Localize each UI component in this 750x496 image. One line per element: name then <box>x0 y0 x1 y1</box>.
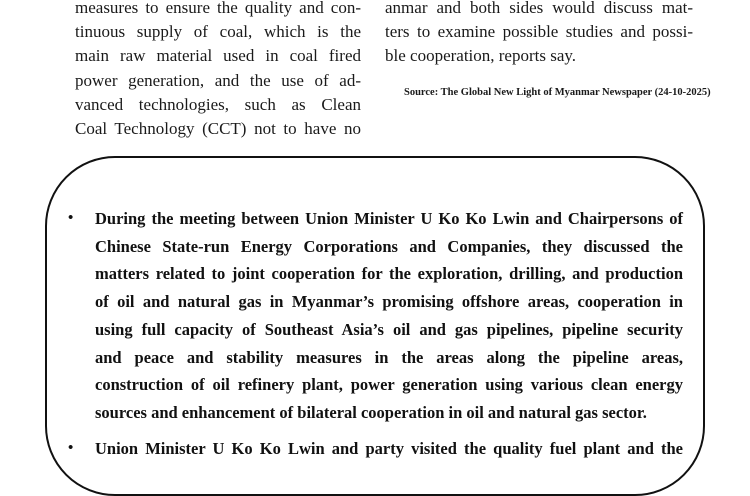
source-citation: Source: The Global New Light of Myanmar Newspaper (24-10-2025) <box>404 87 711 98</box>
left-line-1: measures to ensure the quality and con- <box>75 0 361 17</box>
bullet-dot-icon: • <box>68 210 74 226</box>
bullet-dot-icon: • <box>68 439 74 456</box>
highlight-1-line-4: of oil and natural gas in Myanmar’s promising offshore areas, cooperation in <box>95 292 683 312</box>
highlight-1-line-1: During the meeting between Union Minister U Ko Ko Lwin and Chairpersons of <box>95 209 683 228</box>
right-line-1: anmar and both sides would discuss mat- <box>385 0 693 17</box>
left-line-6: Coal Technology (CCT) not to have no <box>75 119 361 139</box>
highlight-2-line-1: Union Minister U Ko Ko Lwin and party visited the quality fuel plant and the <box>95 438 683 458</box>
highlight-1-line-8: sources and enhancement of bilateral cooperation in oil and natural gas sector. <box>95 402 647 422</box>
left-line-4: power generation, and the use of ad- <box>75 70 361 90</box>
highlights-list <box>68 205 683 470</box>
highlight-item <box>68 205 683 427</box>
highlight-1-line-5: using full capacity of Southeast Asia’s oil and gas pipelines, pipeline security <box>95 319 683 339</box>
highlight-1-line-7: construction of oil refinery plant, power generation using various clean energy <box>95 375 683 395</box>
right-line-2: ters to examine possible studies and possi- <box>385 22 693 42</box>
highlight-1-line-2: Chinese State-run Energy Corporations and Companies, they discussed the <box>95 236 683 256</box>
right-article-column <box>385 0 693 69</box>
highlight-1-line-3: matters related to joint cooperation for the exploration, drilling, and production <box>95 264 683 284</box>
right-line-3: ble cooperation, reports say. <box>385 46 577 66</box>
highlight-item <box>68 435 683 463</box>
left-line-3: main raw material used in coal fired <box>75 46 361 66</box>
highlight-1-line-6: and peace and stability measures in the areas along the pipeline areas, <box>95 347 683 367</box>
left-line-2: tinuous supply of coal, which is the <box>75 22 361 42</box>
left-article-column <box>75 0 361 141</box>
left-line-5: vanced technologies, such as Clean <box>75 94 361 114</box>
